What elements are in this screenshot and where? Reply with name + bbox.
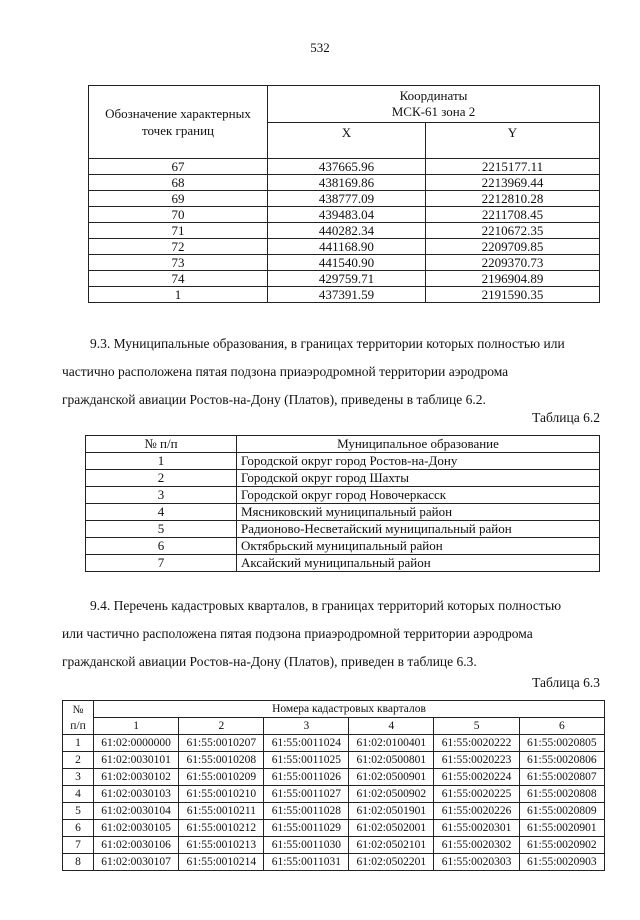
column-header: 4 xyxy=(349,718,434,735)
paragraph-9-4 xyxy=(62,592,600,676)
table-row xyxy=(63,854,605,871)
point-cell: 1 xyxy=(89,287,268,303)
cadastral-number-cell: 61:55:0020806 xyxy=(519,752,604,769)
cadastral-number-cell: 61:55:0020809 xyxy=(519,803,604,820)
cadastral-number-cell: 61:55:0011025 xyxy=(264,752,349,769)
cadastral-number-cell: 61:02:0501901 xyxy=(349,803,434,820)
coordinates-table xyxy=(88,85,600,303)
point-cell: 69 xyxy=(89,191,268,207)
num-cell: 3 xyxy=(86,487,237,504)
table-row xyxy=(86,487,600,504)
cadastral-quarters-table xyxy=(62,700,605,871)
table-row xyxy=(63,752,605,769)
cadastral-number-cell: 61:55:0020223 xyxy=(434,752,519,769)
table-row xyxy=(63,769,605,786)
cadastral-number-cell: 61:02:0502001 xyxy=(349,820,434,837)
cadastral-number-cell: 61:55:0011030 xyxy=(264,837,349,854)
cadastral-number-cell: 61:02:0500901 xyxy=(349,769,434,786)
table-row xyxy=(89,239,600,255)
municipality-cell: Городской округ город Ростов-на-Дону xyxy=(237,453,600,470)
header-x: X xyxy=(268,123,426,159)
point-cell: 73 xyxy=(89,255,268,271)
table-row xyxy=(86,538,600,555)
x-cell: 440282.34 xyxy=(268,223,426,239)
cadastral-number-cell: 61:02:0030102 xyxy=(94,769,179,786)
cadastral-number-cell: 61:55:0020808 xyxy=(519,786,604,803)
x-cell: 438777.09 xyxy=(268,191,426,207)
column-header: 3 xyxy=(264,718,349,735)
cadastral-number-cell: 61:55:0020222 xyxy=(434,735,519,752)
table-row xyxy=(86,470,600,487)
x-cell: 439483.04 xyxy=(268,207,426,223)
cadastral-number-cell: 61:55:0011031 xyxy=(264,854,349,871)
table-row xyxy=(86,521,600,538)
table-row xyxy=(89,287,600,303)
row-index-cell: 4 xyxy=(63,786,94,803)
row-index-cell: 6 xyxy=(63,820,94,837)
cadastral-number-cell: 61:55:0010210 xyxy=(179,786,264,803)
column-header: 5 xyxy=(434,718,519,735)
table-6-2-caption: Таблица 6.2 xyxy=(532,410,600,425)
table-row xyxy=(63,735,605,752)
paragraph-9-4-line2: или частично расположена пятая подзона приаэродромной территории аэродрома xyxy=(62,626,533,641)
municipality-cell: Мясниковский муниципальный район xyxy=(237,504,600,521)
cadastral-number-cell: 61:02:0000000 xyxy=(94,735,179,752)
cadastral-number-cell: 61:55:0010213 xyxy=(179,837,264,854)
cadastral-number-cell: 61:55:0010214 xyxy=(179,854,264,871)
cadastral-number-cell: 61:02:0502201 xyxy=(349,854,434,871)
cadastral-number-cell: 61:55:0011024 xyxy=(264,735,349,752)
point-cell: 72 xyxy=(89,239,268,255)
table-row xyxy=(63,820,605,837)
cadastral-number-cell: 61:02:0030101 xyxy=(94,752,179,769)
cadastral-number-cell: 61:55:0020901 xyxy=(519,820,604,837)
num-cell: 5 xyxy=(86,521,237,538)
cadastral-number-cell: 61:55:0020807 xyxy=(519,769,604,786)
cadastral-number-cell: 61:55:0020226 xyxy=(434,803,519,820)
cadastral-number-cell: 61:55:0020301 xyxy=(434,820,519,837)
table-row xyxy=(63,837,605,854)
row-index-cell: 1 xyxy=(63,735,94,752)
cadastral-number-cell: 61:55:0011028 xyxy=(264,803,349,820)
table-row xyxy=(89,255,600,271)
table-row xyxy=(63,803,605,820)
paragraph-9-3-line3: гражданской авиации Ростов-на-Дону (Платов), приведены в таблице 6.2. xyxy=(62,392,486,407)
cadastral-number-cell: 61:55:0010212 xyxy=(179,820,264,837)
cadastral-number-cell: 61:55:0020224 xyxy=(434,769,519,786)
x-cell: 438169.86 xyxy=(268,175,426,191)
header-num-line2: п/п xyxy=(70,719,86,732)
y-cell: 2210672.35 xyxy=(426,223,600,239)
header-num: № п/п xyxy=(86,436,237,453)
column-header: 2 xyxy=(179,718,264,735)
table-row xyxy=(63,786,605,803)
table-row xyxy=(89,159,600,175)
cadastral-number-cell: 61:02:0500801 xyxy=(349,752,434,769)
num-cell: 7 xyxy=(86,555,237,572)
table-row xyxy=(89,207,600,223)
page-number: 532 xyxy=(310,40,330,55)
y-cell: 2213969.44 xyxy=(426,175,600,191)
municipality-cell: Аксайский муниципальный район xyxy=(237,555,600,572)
table-row xyxy=(89,191,600,207)
y-cell: 2191590.35 xyxy=(426,287,600,303)
y-cell: 2211708.45 xyxy=(426,207,600,223)
cadastral-number-cell: 61:02:0030107 xyxy=(94,854,179,871)
header-num-line1: № xyxy=(72,703,84,716)
table-row xyxy=(86,453,600,470)
x-cell: 441168.90 xyxy=(268,239,426,255)
y-cell: 2209370.73 xyxy=(426,255,600,271)
table-row xyxy=(86,555,600,572)
point-cell: 68 xyxy=(89,175,268,191)
point-cell: 67 xyxy=(89,159,268,175)
cadastral-number-cell: 61:55:0011026 xyxy=(264,769,349,786)
cadastral-number-cell: 61:55:0010209 xyxy=(179,769,264,786)
table-row xyxy=(89,271,600,287)
column-header: 1 xyxy=(94,718,179,735)
x-cell: 437665.96 xyxy=(268,159,426,175)
paragraph-9-4-line3: гражданской авиации Ростов-на-Дону (Платов), приведен в таблице 6.3. xyxy=(62,654,477,669)
cadastral-number-cell: 61:02:0030104 xyxy=(94,803,179,820)
point-cell: 70 xyxy=(89,207,268,223)
header-cadastral-title: Номера кадастровых кварталов xyxy=(94,701,605,718)
cadastral-number-cell: 61:55:0020902 xyxy=(519,837,604,854)
row-index-cell: 5 xyxy=(63,803,94,820)
cadastral-number-cell: 61:55:0010207 xyxy=(179,735,264,752)
num-cell: 1 xyxy=(86,453,237,470)
y-cell: 2212810.28 xyxy=(426,191,600,207)
table-row xyxy=(89,175,600,191)
table-6-3-caption: Таблица 6.3 xyxy=(532,675,600,690)
point-cell: 71 xyxy=(89,223,268,239)
municipalities-table xyxy=(85,435,600,572)
municipality-cell: Городской округ город Новочеркасск xyxy=(237,487,600,504)
y-cell: 2215177.11 xyxy=(426,159,600,175)
x-cell: 437391.59 xyxy=(268,287,426,303)
cadastral-number-cell: 61:02:0100401 xyxy=(349,735,434,752)
cadastral-number-cell: 61:55:0020302 xyxy=(434,837,519,854)
paragraph-9-4-line1: 9.4. Перечень кадастровых кварталов, в границах территорий которых полностью xyxy=(90,598,562,613)
municipality-cell: Городской округ город Шахты xyxy=(237,470,600,487)
y-cell: 2209709.85 xyxy=(426,239,600,255)
x-cell: 441540.90 xyxy=(268,255,426,271)
cadastral-number-cell: 61:55:0010211 xyxy=(179,803,264,820)
cadastral-number-cell: 61:02:0030106 xyxy=(94,837,179,854)
cadastral-number-cell: 61:55:0020225 xyxy=(434,786,519,803)
column-header: 6 xyxy=(519,718,604,735)
y-cell: 2196904.89 xyxy=(426,271,600,287)
cadastral-number-cell: 61:55:0020303 xyxy=(434,854,519,871)
header-municipality: Муниципальное образование xyxy=(237,436,600,453)
cadastral-number-cell: 61:55:0011029 xyxy=(264,820,349,837)
paragraph-9-3-line1: 9.3. Муниципальные образования, в границах территории которых полностью или xyxy=(90,336,565,351)
municipality-cell: Октябрьский муниципальный район xyxy=(237,538,600,555)
header-y: Y xyxy=(426,123,600,159)
cadastral-number-cell: 61:02:0030105 xyxy=(94,820,179,837)
point-cell: 74 xyxy=(89,271,268,287)
header-coordinates-system: МСК-61 зона 2 xyxy=(391,104,476,119)
table-row xyxy=(89,223,600,239)
row-index-cell: 8 xyxy=(63,854,94,871)
row-index-cell: 3 xyxy=(63,769,94,786)
cadastral-number-cell: 61:55:0020903 xyxy=(519,854,604,871)
row-index-cell: 7 xyxy=(63,837,94,854)
municipality-cell: Радионово-Несветайский муниципальный район xyxy=(237,521,600,538)
paragraph-9-3-line2: частично расположена пятая подзона приаэродромной территории аэродрома xyxy=(62,364,509,379)
table-row xyxy=(86,504,600,521)
header-designation: Обозначение характерных точек границ xyxy=(89,86,268,159)
row-index-cell: 2 xyxy=(63,752,94,769)
cadastral-number-cell: 61:55:0011027 xyxy=(264,786,349,803)
paragraph-9-3 xyxy=(62,330,600,414)
cadastral-number-cell: 61:02:0500902 xyxy=(349,786,434,803)
header-coordinates xyxy=(268,86,600,123)
header-coordinates-title: Координаты xyxy=(399,88,468,103)
cadastral-number-cell: 61:02:0502101 xyxy=(349,837,434,854)
header-num xyxy=(63,701,94,735)
cadastral-number-cell: 61:55:0020805 xyxy=(519,735,604,752)
num-cell: 6 xyxy=(86,538,237,555)
cadastral-number-cell: 61:55:0010208 xyxy=(179,752,264,769)
x-cell: 429759.71 xyxy=(268,271,426,287)
cadastral-number-cell: 61:02:0030103 xyxy=(94,786,179,803)
num-cell: 2 xyxy=(86,470,237,487)
num-cell: 4 xyxy=(86,504,237,521)
